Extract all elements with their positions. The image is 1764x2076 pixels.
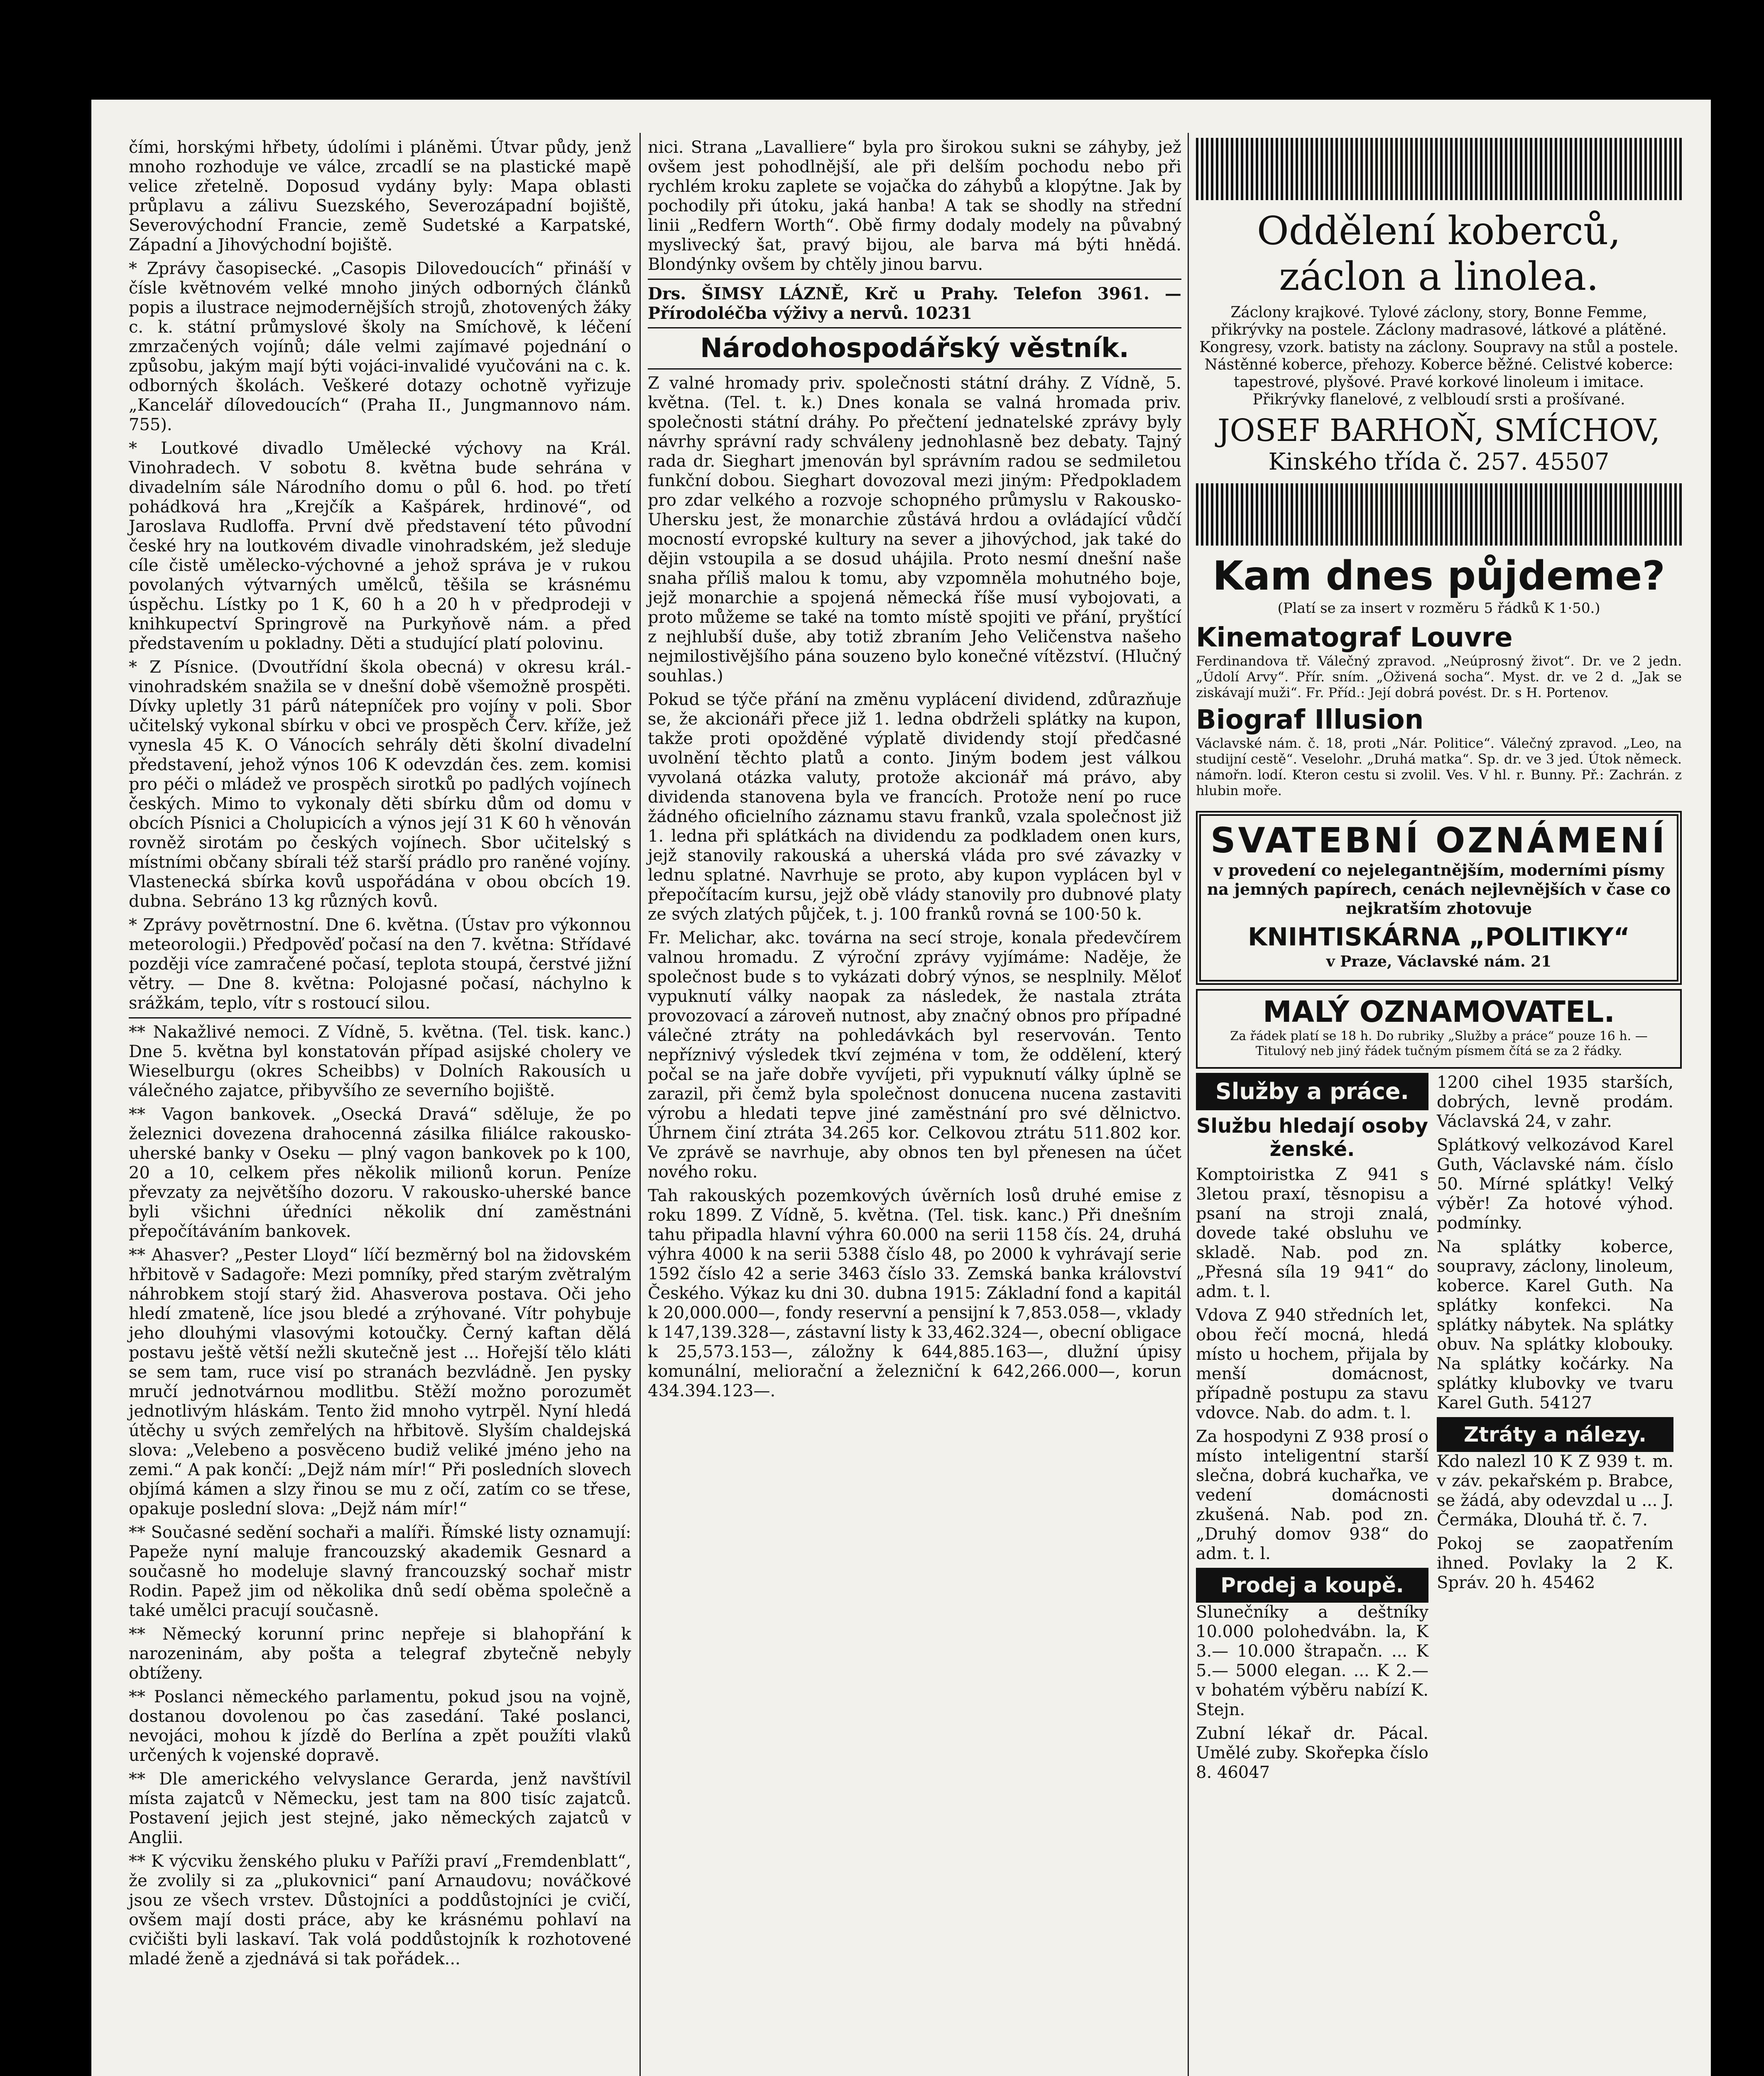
- page-sheet: [91, 100, 1711, 2076]
- article-paragraph: ** Poslanci německého parlamentu, pokud jsou na vojně, dostanou dovolenou po čas zasedání. Také poslanci, nevojáci, mohou k jízdě do Berlína a zpět použíti vlaků určených k vojenské dopravě.: [129, 1687, 631, 1765]
- ad-border-pattern: [1196, 483, 1682, 546]
- column-3: [1196, 138, 1682, 1787]
- kam-title: Kam dnes půjdeme?: [1213, 553, 1665, 599]
- wedding-address: v Praze, Václavské nám. 21: [1326, 953, 1552, 970]
- article-paragraph: * Zprávy povětrnostní. Dne 6. května. (Ústav pro výkonnou meteorologii.) Předpověď počasí na den 7. května: Střídavé později více zamračené počasí, teplota stoupá, čerstvé jižní větry. — Dne 8. května: Polojasné počasí, náchylno k srážkám, teplo, vítr s rostoucí silou.: [129, 916, 631, 1013]
- column-2: [648, 138, 1181, 1405]
- sluzbu-hledaji: Službu hledají osoby ženské.: [1196, 1114, 1428, 1161]
- sluzby-header: Služby a práce.: [1196, 1073, 1428, 1110]
- carpet-ad-firm: JOSEF BARHOŇ, SMÍCHOV,: [1218, 413, 1660, 448]
- classified-item: 1200 cihel 1935 starších, dobrých, levně prodám. Václavská 24, v zahr.: [1437, 1073, 1673, 1131]
- classifieds-rates: Za řádek platí se 18 h. Do rubriky „Služby a práce“ pouze 16 h. — Titulový neb jiný řádek tučným písmem čítá se za 2 řádky.: [1230, 1029, 1648, 1058]
- article-paragraph: Tah rakouských pozemkových úvěrních losů druhé emise z roku 1899. Z Vídně, 5. května. (Tel. tisk. kanc.) Při dnešním tahu připadla hlavní výhra 60.000 na serii 1158 čís. 24, druhá výhra 4000 k na serii 5388 číslo 48, po 2000 k vyhrávají serie 1592 číslo 42 a serie 3463 číslo 33. Zemská banka království Českého. Výkaz ku dni 30. dubna 1915: Základní fond a kapitál k 20,000.000—, fondy reservní a pensijní k 7,853.058—, vklady k 147,139.328—, zástavní listy k 33,462.324—, obecní obligace k 25,573.153—, záložny k 644,885.163—, dlužní úpisy komunální, meliorační a železniční k 642,266.000—, korun 434.394.123—.: [648, 1186, 1181, 1400]
- article-paragraph: ** Vagon bankovek. „Osecká Dravá“ sděluje, že po železnici dovezena drahocenná zásilka filiálce rakousko-uherské banky v Oseku — plný vagon bankovek po k 100, 20 a 10, celkem přes několik milionů korun. Peníze převzaty za největšího dozoru. V rakousko-uherské bance byli všichni úředníci několik dní zaměstnáni přepočítáváním bankovek.: [129, 1105, 631, 1241]
- carpet-ad-title: Oddělení koberců, záclon a linolea.: [1257, 208, 1621, 299]
- wedding-text: v provedení co nejelegantnějším, moderními písmy na jemných papírech, cenách nejlevnějších v čase co nejkratším zhotovuje: [1207, 861, 1671, 918]
- carpet-ad-text: Záclony krajkové. Tylové záclony, story, Bonne Femme, přikrývky na postele. Záclony madrasové, látkové a plátěné. Kongresy, vzork. batisty na záclony. Soupravy na stůl a postele. Nástěnné koberce, přehozy. Koberce běžné. Celistvé koberce: tapestrové, plyšové. Pravé korkové linoleum i imitace. Přikrývky flanelové, z velbloudí srsti a prošívané.: [1199, 304, 1678, 408]
- prodej-header: Prodej a koupě.: [1196, 1568, 1428, 1603]
- classified-item: Zubní lékař dr. Pácal. Umělé zuby. Skořepka číslo 8. 46047: [1196, 1724, 1428, 1782]
- article-paragraph: * Loutkové divadlo Umělecké výchovy na Král. Vinohradech. V sobotu 8. května bude sehrána v divadelním sále Národního domu o půl 6. hod. po třetí pohádková hra „Krejčík a Kašpárek, hrdinové“, od Jaroslava Rudloffa. První dvě představení této původní české hry na loutkovém divadle vinohradském, jež sleduje cíle čistě umělecko-výchovné a jehož správa je v rukou povolaných výtvarných umělců, těšila se krásnému úspěchu. Lístky po 1 K, 60 h a 20 h v předprodeji v knihkupectví Springrově na Purkyňově nám. a před představením u pokladny. Děti a studující platí polovinu.: [129, 439, 631, 653]
- column-rule: [1188, 133, 1189, 2076]
- cinema-1-name: Kinematograf Louvre: [1196, 622, 1513, 653]
- article-paragraph: ** Nakažlivé nemoci. Z Vídně, 5. května. (Tel. tisk. kanc.) Dne 5. května byl konstatován případ asijské cholery ve Wieselburgu (okres Scheibbs) v Dolních Rakousích u válečného zajatce, přibyvšího ze severního bojiště.: [129, 1023, 631, 1100]
- classified-item: Vdova Z 940 středních let, obou řečí mocná, hledá místo u hochem, přijala by menší domácnost, případně postupu za stavu vdovce. Nab. do adm. t. l.: [1196, 1306, 1428, 1422]
- article-paragraph: * Zprávy časopisecké. „Casopis Dilovedoucích“ přináší v čísle květnovém velké mnoho jiných odborných článků popis a ilustrace nejmodernějších strojů, zhotovených žáky c. k. státní průmyslové školy na Smíchově, k léčení zmrzačených vojínů; dále velmi zajímavé pojednání o způsobu, jakým mají býti vojáci-invalidé vyučováni na c. k. odborných školách. Veškeré dotazy ochotně vyřizuje „Kancelář dílovedoucích“ (Praha II., Jungmannovo nám. 755).: [129, 259, 631, 434]
- classified-item: Na splátky koberce, soupravy, záclony, linoleum, koberce. Karel Guth. Na splátky konfekci. Na splátky nábytek. Na splátky obuv. Na splátky klobouky. Na splátky kočárky. Na splátky klubovky ve tvaru Karel Guth. 54127: [1437, 1237, 1673, 1413]
- article-paragraph: čími, horskými hřbety, údolími i pláněmi. Útvar půdy, jenž mnoho rozhoduje ve válce, zrcadlí se na plastické mapě velice zřetelně. Doposud vydány byly: Mapa oblasti průplavu a zálivu Suezského, Severozápadní bojiště, Severovýchodní Francie, země Sudetské a Karpatské, Západní a Jihovýchodní bojiště.: [129, 138, 631, 255]
- divider: [648, 368, 1181, 370]
- article-paragraph: ** Současné sedění sochaři a malíři. Římské listy oznamují: Papeže nyní maluje francouzský akademik Gesnard a současně ho modeluje slavný francouzský sochař mistr Rodin. Papež jim od několika dnů sedí oběma společně a také umělci pracují současně.: [129, 1523, 631, 1620]
- column-rule: [639, 133, 641, 2076]
- wedding-title: SVATEBNÍ OZNÁMENÍ: [1210, 820, 1667, 861]
- article-paragraph: Z valné hromady priv. společnosti státní dráhy. Z Vídně, 5. května. (Tel. t. k.) Dnes konala se valná hromada priv. společnosti státní dráhy. Po přečtení jednatelské zprávy byly návrhy správní rady schváleny jednohlasně bez debaty. Tajný rada dr. Sieghart jmenován byl správním radou se sedmiletou funkční dobou. Sieghart dovozoval mezi jiným: Předpokladem pro zdar velkého a rozvoje schopného průmyslu v Rakousko-Uhersku jest, že monarchie zůstává hrdou a ovládající vůdčí mocností evropské kultury na sever a jihovýchod, jak také do dějin vstoupila a se dosud uhájila. Proto nesmí dnešní naše snaha příliš malou k tomu, aby vzpomněla mohutného boje, jejž monarchie a spojená německá říše musí vybojovati, a proto můžeme se také na tomto místě spojiti ve přání, pryštící z nejhlubší duše, aby totiž zbraním Jeho Veličenstva našeho nejmilostivějšího pána souzeno bylo konečné vítězství. (Hlučný souhlas.): [648, 374, 1181, 685]
- article-paragraph: ** K výcviku ženského pluku v Paříži praví „Fremdenblatt“, že zvolily si za „plukovnici“ paní Arnaudovu; nováčkové jsou ze všech vrstev. Důstojníci a poddůstojníci je cvičí, ovšem mají dosti práce, aby ke krásnému pohlaví na cvičišti byli laskaví. Tak volá poddůstojník k rozhotovené mladé ženě a zjednává si tak pořádek...: [129, 1852, 631, 1968]
- classifieds-title: MALÝ OZNAMOVATEL.: [1263, 995, 1615, 1029]
- classified-item: Komptoiristka Z 941 s 3letou praxí, těsnopisu a psaní na stroji znalá, dovede také obsluhu ve skladě. Nab. pod zn. „Přesná síla 19 941“ do adm. t. l.: [1196, 1165, 1428, 1301]
- classifieds-header: [1196, 989, 1682, 1069]
- divider: [648, 279, 1181, 280]
- divider: [129, 1017, 631, 1018]
- carpet-ad-address: Kinského třída č. 257. 45507: [1268, 448, 1610, 475]
- article-paragraph: Pokud se týče přání na změnu vyplácení dividend, zdůrazňuje se, že akcionáři přece již 1. ledna obdrželi splátky na kupon, takže proti opožděné výplatě dividendy stojí předčasné uvolnění těchto platů a conto. Jiným bodem jest válkou vyvolaná otázka valuty, protože akcionář má právo, aby dividenda stanovena byla ve francích. Protože není po ruce žádného oficielního záznamu stavu franků, vzala společnost již 1. ledna při splátkách na dividendu za podkladem onen kurs, jejž stanovily rakouská a uherská vláda pro své závazky v lednu splatné. Navrhuje se proto, aby kupon vyplácen byl v přepočítacím kursu, jejž obě vlády stanovily pro dubnové platy ze svých zlatých půjček, t. j. 100 franků rovná se 100·50 k.: [648, 690, 1181, 924]
- column-1: [129, 138, 631, 1973]
- wedding-ad: [1196, 811, 1682, 985]
- wedding-firm: KNIHTISKÁRNA „POLITIKY“: [1248, 923, 1630, 952]
- classified-item: Kdo nalezl 10 K Z 939 t. m. v záv. pekařském p. Brabce, se žádá, aby odevzdal u ... J. Čermáka, Dlouhá tř. č. 7.: [1437, 1452, 1673, 1530]
- section-title: Národohospodářský věstník.: [700, 333, 1129, 364]
- classified-item: Splátkový velkozávod Karel Guth, Václavské nám. číslo 50. Mírné splátky! Velký výběr! Za hotové výhod. podmínky.: [1437, 1136, 1673, 1233]
- cinema-2-name: Biograf Illusion: [1196, 705, 1424, 735]
- article-paragraph: ** Ahasver? „Pester Lloyd“ líčí bezměrný bol na židovském hřbitově v Sadagoře: Mezi pomníky, před starým zvětralým náhrobkem stojí starý žid. Ahasverova postava. Oči jeho hledí zmateně, líce jsou bledé a zrýhované. Vítr pohybuje jeho dlouhými vlasovými kotoučky. Černý kaftan dělá postavu ještě větší nežli skutečně jest ... Hořejší tělo kláti se sem tam, ruce visí po stranách bezvládně. Jen pysky mručí jednotvárnou modlitbu. Stěží možno porozumět jednotlivým hláskám. Tento žid mnoho vytrpěl. Nyní hledá útěchy u svých zemřelých na hřbitově. Slyším chaldejská slova: „Velebeno a posvěceno budiž veliké jméno jeho na zemi.“ A pak končí: „Dejž nám mír!“ Při posledních slovech objímá kámen a slzy řinou se mu z očí, zatím co se třese, opakuje poslední slova: „Dejž nám mír!“: [129, 1246, 631, 1518]
- classifieds-right: [1437, 1073, 1673, 1787]
- cinema-1-text: Ferdinandova tř. Válečný zpravod. „Neúprosný život“. Dr. ve 2 jedn. „Údolí Arvy“. Přír. sním. „Oživená socha“. Myst. dr. ve 2 d. „Jak se ziskávají muži“. Fr. Příd.: Její dobrá povést. Dr. s H. Portenov.: [1196, 653, 1682, 700]
- classifieds-columns: [1196, 1073, 1682, 1787]
- article-paragraph: * Z Písnice. (Dvoutřídní škola obecná) v okresu král.-vinohradském snažila se v dnešní době všemožně prospěti. Dívky upletly 31 párů nátepníček pro vojíny v poli. Sbor učitelský vykonal sbírku v obci ve prospěch Červ. kříže, jež vynesla 45 K. O Vánocích sehrály děti školní divadelní představení, jehož výnos 106 K odevzdán čes. zem. komisi pro péči o mládež ve prospěch sirotků po padlých vojínech českých. Mimo to vykonaly děti sbírku dům od domu v obcích Písnici a Cholupicích a výnos její 31 K 60 h věnován rovněž sirotám po českých vojínech. Sbor učitelský s místními občany sbírali též starší prádlo pro raněné vojíny. Vlastenecká sbírka kovů uspořádána v obou obcích 19. dubna. Sebráno 13 kg různých kovů.: [129, 658, 631, 911]
- classified-item: Za hospodyni Z 938 prosí o místo inteligentní starší slečna, dobrá kuchařka, ve vedení domácnosti zkušená. Nab. pod zn. „Druhý domov 938“ do adm. t. l.: [1196, 1427, 1428, 1563]
- ad-border-pattern: [1196, 138, 1682, 200]
- ztraty-header: Ztráty a nálezy.: [1437, 1417, 1673, 1452]
- classified-item: Slunečníky a deštníky 10.000 polohedvábn. la, K 3.— 10.000 štrapačn. ... K 5.— 5000 elegan. ... K 2.— v bohatém výběru nabízí K. Stejn.: [1196, 1603, 1428, 1719]
- kam-note: (Platí se za insert v rozměru 5 řádků K 1·50.): [1277, 600, 1600, 617]
- classifieds-left: [1196, 1073, 1428, 1787]
- classified-item: Pokoj se zaopatřením ihned. Povlaky la 2 K. Správ. 20 h. 45462: [1437, 1534, 1673, 1592]
- divider: [648, 327, 1181, 328]
- article-paragraph: ** Německý korunní princ nepřeje si blahopřání k narozeninám, aby pošta a telegraf zbytečně nebyly obtíženy.: [129, 1625, 631, 1683]
- cinema-2-text: Václavské nám. č. 18, proti „Nár. Politice“. Válečný zpravod. „Leo, na studijní cestě“. Veselohr. „Druhá matka“. Sp. dr. ve 3 jed. Útok německ. námořn. lodí. Kteron cestu si zvolil. Ves. V hl. r. Bunny. Př.: Zachrán. z hlubin moře.: [1196, 735, 1682, 798]
- article-paragraph: nici. Strana „Lavalliere“ byla pro širokou sukni se záhyby, jež ovšem jest pohodlnější, ale při delším pochodu nebo při rychlém kroku zaplete se vojačka do záhybů a klopýtne. Jak by pochodily při útoku, jaká hanba! A tak se shodly na střední linii „Redfern Worth“. Obě firmy dodaly modely na půvabný myslivecký šat, pravý bijou, ale barva má býti hnědá. Blondýnky ovšem by chtěly jinou barvu.: [648, 138, 1181, 274]
- article-paragraph: Fr. Melichar, akc. továrna na secí stroje, konala předevčírem valnou hromadu. Z výroční zprávy vyjímáme: Naděje, že společnost bude s to vykázati dobrý výnos, se nesplnily. Měloť vypuknutí války naopak za následek, že nastala ztráta provozovací a zároveň nutnost, aby značný obnos pro případné válečné ztráty na pohledávkách byl reservován. Tento nepříznivý výsledek tkví zejména v tom, že oddělení, který počal se na jaře dobře vyvíjeti, při vypuknutí války úplně se zarazil, při čemž byla společnost donucena nucena zastaviti výrobu a hledati tepve jiné zaměstnání pro své dělnictvo. Úhrnem činí ztráta 34.265 kor. Celkovou ztrátu 511.802 kor. Ve zprávě se navrhuje, aby obnos ten byl přenesen na účet nového roku.: [648, 928, 1181, 1182]
- article-paragraph: ** Dle amerického velvyslance Gerarda, jenž navštívil místa zajatců v Německu, jest tam na 800 tisíc zajatců. Postavení jejich jest stejné, jako německých zajatců v Anglii.: [129, 1770, 631, 1847]
- lazne-ad: Drs. ŠIMSY LÁZNĚ, Krč u Prahy. Telefon 3961. — Přírodoléčba výživy a nervů. 10231: [648, 284, 1181, 323]
